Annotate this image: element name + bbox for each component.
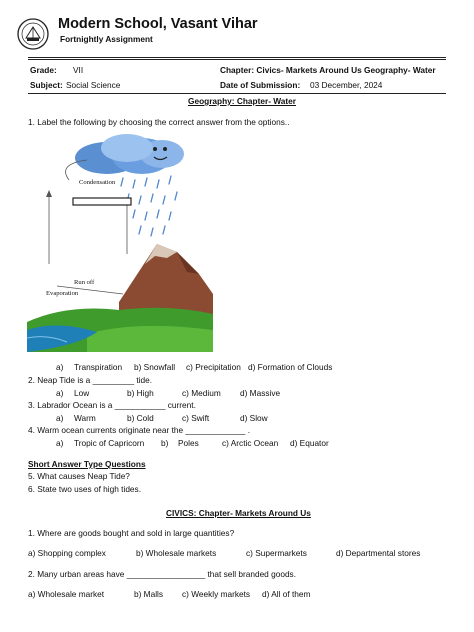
assignment-title: Fortnightly Assignment bbox=[60, 34, 153, 44]
school-logo-icon bbox=[17, 18, 49, 50]
diagram-label-evaporation: Evaporation bbox=[46, 290, 79, 297]
civics-q2-option-a: a) Wholesale market bbox=[28, 589, 105, 599]
q4-option-b-marker: b) bbox=[161, 438, 169, 448]
subject-value: Social Science bbox=[66, 80, 121, 90]
chapter-label: Chapter: Civics- Markets Around Us Geography- Water bbox=[220, 65, 436, 75]
q1-option-b: b) Snowfall bbox=[134, 362, 176, 372]
subject-label: Subject: bbox=[30, 80, 63, 90]
date-value: 03 December, 2024 bbox=[310, 80, 383, 90]
q1-option-d: d) Formation of Clouds bbox=[248, 362, 333, 372]
grade-label: Grade: bbox=[30, 65, 57, 75]
q3-option-a: Warm bbox=[74, 413, 96, 423]
geo-question-5: 5. What causes Neap Tide? bbox=[28, 471, 130, 481]
q2-option-c: c) Medium bbox=[182, 388, 221, 398]
date-label: Date of Submission: bbox=[220, 80, 301, 90]
q4-option-d: d) Equator bbox=[290, 438, 329, 448]
civics-q1-option-c: c) Supermarkets bbox=[246, 548, 307, 558]
civics-question-2: 2. Many urban areas have _________________ that sell branded goods. bbox=[28, 569, 297, 579]
civics-q2-option-d: d) All of them bbox=[262, 589, 311, 599]
civics-question-1: 1. Where are goods bought and sold in large quantities? bbox=[28, 528, 235, 538]
short-answer-heading: Short Answer Type Questions bbox=[28, 459, 146, 469]
q3-option-b: b) Cold bbox=[127, 413, 154, 423]
geo-question-4: 4. Warm ocean currents originate near the _____________ . bbox=[28, 425, 251, 435]
civics-q1-option-b: b) Wholesale markets bbox=[136, 548, 217, 558]
q4-option-a: Tropic of Capricorn bbox=[74, 438, 145, 448]
diagram-label-condensation: Condensation bbox=[79, 179, 116, 186]
q2-option-d: d) Massive bbox=[240, 388, 281, 398]
geo-question-6: 6. State two uses of high tides. bbox=[28, 484, 141, 494]
diagram-label-runoff: Run off bbox=[74, 279, 95, 286]
q4-option-b: Poles bbox=[178, 438, 199, 448]
geo-question-2: 2. Neap Tide is a _________ tide. bbox=[28, 375, 153, 385]
q2-option-b: b) High bbox=[127, 388, 154, 398]
q2-option-a-marker: a) bbox=[56, 388, 64, 398]
q1-option-c: c) Precipitation bbox=[186, 362, 241, 372]
civics-q2-option-b: b) Malls bbox=[134, 589, 164, 599]
q4-option-c: c) Arctic Ocean bbox=[222, 438, 279, 448]
q1-option-a: Transpiration bbox=[74, 362, 123, 372]
info-divider bbox=[28, 93, 446, 94]
water-cycle-diagram bbox=[27, 134, 213, 352]
q1-option-a-marker: a) bbox=[56, 362, 64, 372]
school-name: Modern School, Vasant Vihar bbox=[58, 16, 258, 32]
geography-heading: Geography: Chapter- Water bbox=[188, 96, 297, 106]
q3-option-a-marker: a) bbox=[56, 413, 64, 423]
header-divider-top bbox=[28, 57, 446, 58]
answer-blank-box bbox=[73, 198, 131, 205]
grade-value: VII bbox=[73, 65, 84, 75]
header-divider-top-2 bbox=[28, 59, 446, 60]
civics-q2-option-c: c) Weekly markets bbox=[182, 589, 251, 599]
civics-q1-option-a: a) Shopping complex bbox=[28, 548, 106, 558]
q4-option-a-marker: a) bbox=[56, 438, 64, 448]
q2-option-a: Low bbox=[74, 388, 90, 398]
civics-heading: CIVICS: Chapter- Markets Around Us bbox=[166, 508, 311, 518]
civics-q1-option-d: d) Departmental stores bbox=[336, 548, 421, 558]
geo-question-3: 3. Labrador Ocean is a ___________ current. bbox=[28, 400, 196, 410]
geo-question-1: 1. Label the following by choosing the correct answer from the options.. bbox=[28, 117, 290, 127]
q3-option-c: c) Swift bbox=[182, 413, 210, 423]
q3-option-d: d) Slow bbox=[240, 413, 268, 423]
